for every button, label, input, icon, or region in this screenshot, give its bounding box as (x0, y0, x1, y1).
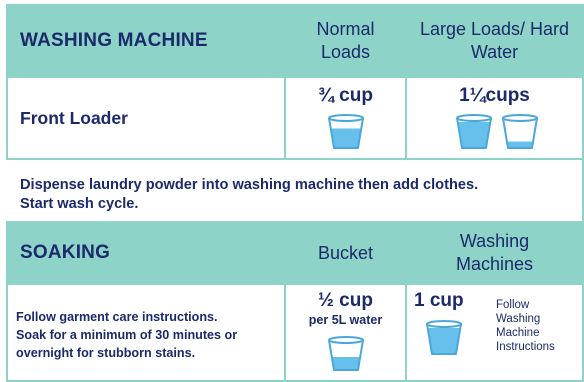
bucket-amount-cell (286, 290, 405, 312)
cup-rim (457, 115, 491, 121)
washing-title: WASHING MACHINE (20, 30, 208, 51)
cup-liquid (428, 328, 461, 354)
soaking-instruction-line: Soak for a minimum of 30 minutes or (16, 328, 238, 342)
washing-instruction-line: Dispense laundry powder into washing machine then add clothes. (20, 177, 479, 193)
cup-rim (503, 115, 537, 121)
machine-amount-cell (414, 290, 484, 312)
machine-note (496, 298, 580, 370)
soaking-instructions (16, 300, 282, 370)
bucket-header: Bucket (317, 242, 374, 263)
washing-title-cell (20, 4, 280, 78)
normal-amount: ¾ cup (318, 85, 373, 106)
grid-line (6, 4, 8, 159)
normal-amount-cell (286, 84, 405, 108)
bucket-sub-cell (286, 312, 405, 328)
cup-icon (326, 334, 366, 372)
normal-loads-header-cell (286, 4, 405, 78)
washing-instruction-line: Start wash cycle. (20, 196, 139, 212)
bucket-header-cell (286, 221, 405, 285)
soaking-title-cell (20, 221, 280, 285)
soaking-title: SOAKING (20, 242, 111, 263)
large-amount-cell (407, 84, 582, 108)
cup-liquid (458, 122, 491, 148)
cup-icon (454, 112, 494, 150)
grid-line (6, 221, 8, 382)
machine-note-line: Follow (496, 299, 530, 311)
machine-amount: 1 cup (414, 290, 464, 311)
large-amount: 1¼cups (459, 85, 530, 106)
washing-instructions (20, 174, 580, 216)
cup-rim (329, 337, 363, 343)
cup-icon (326, 112, 366, 150)
soaking-instruction-line: Follow garment care instructions. (16, 310, 218, 324)
cup-liquid (331, 129, 362, 149)
machines-header-cell (407, 221, 582, 285)
grid-line (6, 158, 584, 160)
front-loader-cell (20, 78, 280, 158)
cup-rim (329, 115, 363, 121)
cup-rim (427, 321, 461, 327)
machine-note-line: Washing (496, 313, 541, 325)
normal-loads-header: Normal Loads (316, 19, 375, 62)
large-loads-header-cell (407, 4, 582, 78)
bucket-sub: per 5L water (308, 313, 383, 327)
front-loader-label: Front Loader (20, 107, 128, 128)
machine-note-line: Machine (496, 327, 540, 339)
soaking-instruction-line: overnight for stubborn stains. (16, 346, 196, 360)
machines-header: Washing Machines (455, 231, 534, 274)
cup-liquid (332, 357, 360, 370)
machine-note-line: Instructions (496, 341, 555, 353)
bucket-amount: ½ cup (318, 290, 373, 311)
cup-icon (500, 112, 540, 150)
large-loads-header: Large Loads/ Hard Water (419, 19, 570, 62)
cup-icon (424, 318, 464, 356)
